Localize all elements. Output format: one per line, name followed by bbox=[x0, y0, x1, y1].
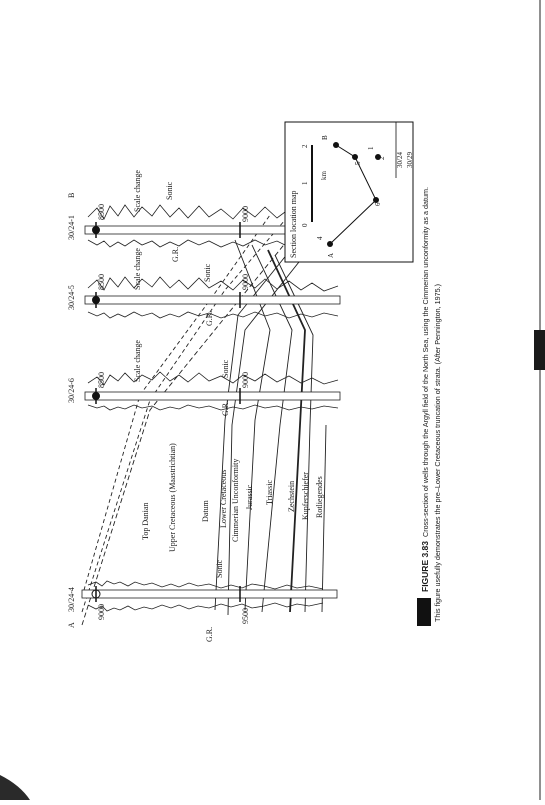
log-label-w5-gr: G.R. bbox=[205, 310, 214, 326]
log-label-w4-gr: G.R. bbox=[205, 626, 214, 642]
caption bbox=[417, 187, 442, 626]
inset-block-30-29: 30/29 bbox=[406, 152, 414, 168]
figure-label: FIGURE 3.83 bbox=[420, 540, 430, 592]
depth-label-w1-top: 8500 bbox=[97, 204, 106, 220]
depth-label-w6-bottom: 9000 bbox=[241, 372, 250, 388]
caption-marker bbox=[417, 598, 431, 626]
inset-label-5: 5 bbox=[354, 161, 362, 165]
horizon-cimmerian-unconformity: Cimmerian Unconformity bbox=[231, 458, 240, 542]
well-30-24-6-sonic-trace bbox=[88, 372, 338, 385]
depth-label-w5-bottom: 9000 bbox=[241, 274, 250, 290]
well-30-24-5-column bbox=[85, 296, 340, 304]
inset-label-1: 1 bbox=[367, 146, 375, 150]
horizon-lower-cretaceous: Lower Cretaceous bbox=[219, 469, 228, 528]
horizon-jurassic: Jurassic bbox=[245, 484, 254, 510]
well-30-24-4-gr-trace bbox=[88, 603, 323, 611]
inset-label-2: 2 bbox=[378, 156, 386, 160]
well-30-24-6-column bbox=[85, 392, 340, 400]
inset-label-a: A bbox=[327, 252, 335, 258]
log-label-w6-gr: G.R. bbox=[221, 400, 230, 416]
well-name-30-24-1: 30/24-1 bbox=[67, 215, 76, 240]
caption-line-1: Cross-section of wells through the Argyll field of the North Sea, using the Cimmerian unconformity as a datum. bbox=[421, 187, 430, 537]
scale-change-w5: Scale change bbox=[133, 248, 142, 290]
log-label-w6-sonic: Sonic bbox=[221, 359, 230, 378]
upper-cretaceous-line bbox=[82, 220, 285, 612]
svg-text:0: 0 bbox=[301, 223, 309, 227]
well-name-30-24-4: 30/24-4 bbox=[67, 587, 76, 612]
depth-label-w5-top: 8500 bbox=[97, 274, 106, 290]
inset-map-title: Section location map bbox=[289, 190, 298, 258]
inset-label-6: 6 bbox=[374, 202, 382, 206]
log-label-w1-sonic: Sonic bbox=[165, 181, 174, 200]
caption-line-2: This figure usefully demonstrates the pre–Lower Cretaceous truncation of strata. (After Pennington, 1975.) bbox=[433, 284, 442, 622]
well-30-24-4-column bbox=[82, 590, 337, 598]
well-name-30-24-5: 30/24-5 bbox=[67, 285, 76, 310]
svg-text:km: km bbox=[320, 171, 328, 180]
well-30-24-5-sonic-trace bbox=[88, 277, 338, 291]
depth-label-w1-bottom: 9000 bbox=[241, 206, 250, 222]
depth-label-w6-top: 8500 bbox=[97, 372, 106, 388]
log-label-w5-sonic: Sonic bbox=[203, 263, 212, 282]
section-end-a: A bbox=[67, 622, 76, 628]
horizon-upper-cretaceous: Upper Cretaceous (Maastrichtian) bbox=[168, 443, 177, 552]
svg-text:1: 1 bbox=[301, 181, 309, 185]
depth-label-w4-bottom: 9500 bbox=[241, 608, 250, 624]
inset-label-b: B bbox=[321, 135, 329, 140]
inset-map-frame bbox=[285, 122, 413, 262]
datum-line bbox=[82, 225, 300, 625]
horizon-zechstein: Zechstein bbox=[287, 480, 296, 512]
inset-map bbox=[285, 122, 414, 262]
inset-point-5 bbox=[352, 154, 358, 160]
depth-label-w4-top: 9000 bbox=[97, 604, 106, 620]
well-name-30-24-6: 30/24-6 bbox=[67, 378, 76, 403]
inset-point-4 bbox=[327, 241, 333, 247]
inset-point-6 bbox=[373, 197, 379, 203]
horizon-kupferschiefer: Kupferschiefer bbox=[301, 472, 310, 520]
section-end-b: B bbox=[67, 192, 76, 198]
horizon-triassic: Triassic bbox=[265, 479, 274, 505]
scale-change-w1: Scale change bbox=[133, 170, 142, 212]
well-30-24-4-sonic-trace bbox=[88, 581, 323, 589]
horizon-datum: Datum bbox=[201, 500, 210, 522]
scale-change-w6: Scale change bbox=[133, 340, 142, 382]
kupferschiefer-line bbox=[275, 255, 313, 612]
svg-text:2: 2 bbox=[301, 144, 309, 148]
horizon-top-danian: Top Danian bbox=[141, 502, 150, 540]
log-label-w4-sonic: Sonic bbox=[215, 559, 224, 578]
horizon-rotliegendes: Rotliegendes bbox=[315, 476, 324, 518]
inset-block-30-24: 30/24 bbox=[396, 152, 404, 168]
log-label-w1-gr: G.R. bbox=[171, 246, 180, 262]
inset-label-4: 4 bbox=[316, 236, 324, 240]
inset-point-1 bbox=[333, 142, 339, 148]
cimmerian-unconformity-line bbox=[228, 238, 318, 615]
